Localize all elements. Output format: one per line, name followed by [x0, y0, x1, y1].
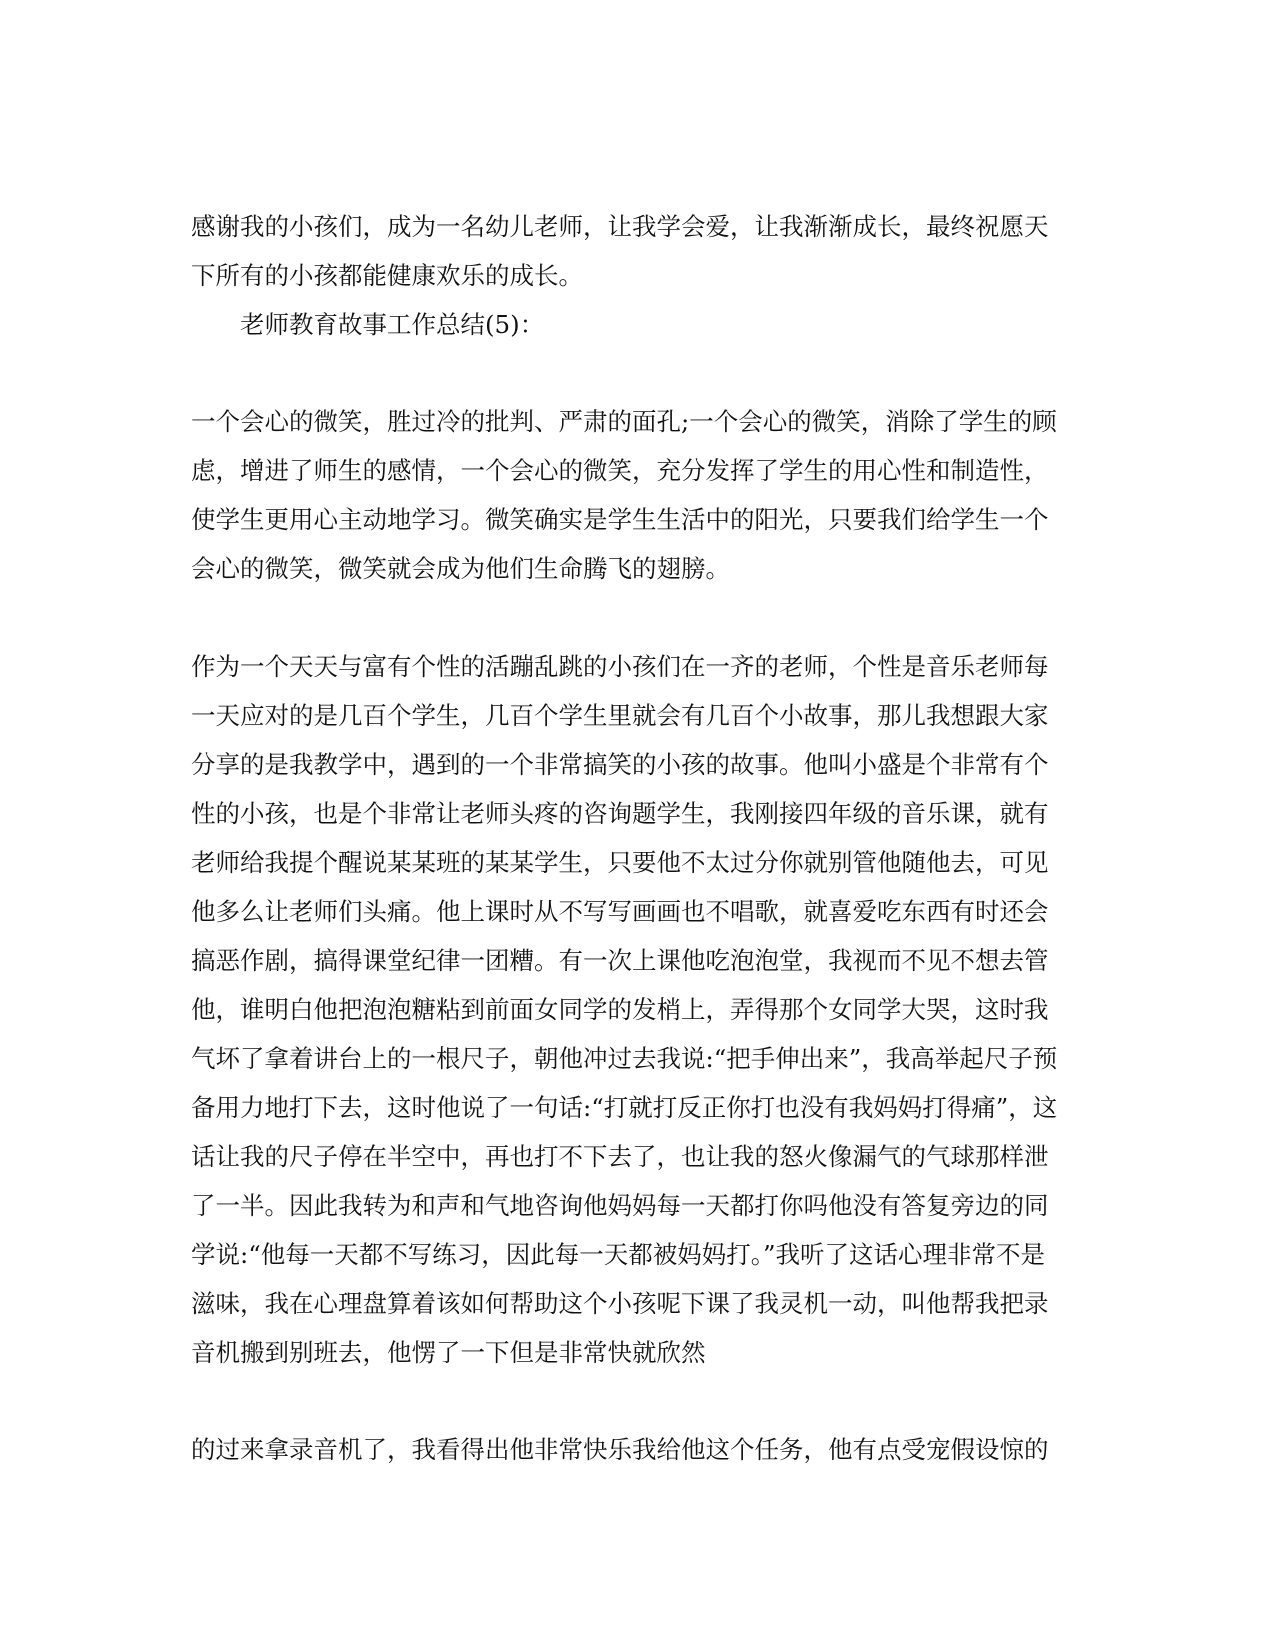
text-line: 感谢我的小孩们，成为一名幼儿老师，让我学会爱，让我渐渐成长，最终祝愿天 — [191, 212, 1049, 241]
text-line: 会心的微笑，微笑就会成为他们生命腾飞的翅膀。 — [191, 554, 730, 583]
text-line: 话让我的尺子停在半空中，再也打不下去了，也让我的怒火像漏气的气球那样泄 — [191, 1142, 1049, 1171]
text-line: 下所有的小孩都能健康欢乐的成长。 — [191, 261, 583, 290]
text-line: 滋味，我在心理盘算着该如何帮助这个小孩呢下课了我灵机一动，叫他帮我把录 — [191, 1289, 1049, 1318]
text-line: 一个会心的微笑，胜过冷的批判、严肃的面孔;一个会心的微笑，消除了学生的顾 — [191, 407, 1057, 436]
text-line: 音机搬到别班去，他愣了一下但是非常快就欣然 — [191, 1338, 706, 1367]
text-line: 性的小孩，也是个非常让老师头疼的咨询题学生，我刚接四年级的音乐课，就有 — [191, 799, 1049, 828]
text-line: 的过来拿录音机了，我看得出他非常快乐我给他这个任务，他有点受宠假设惊的 — [191, 1435, 1049, 1464]
text-line: 搞恶作剧，搞得课堂纪律一团糟。有一次上课他吃泡泡堂，我视而不见不想去管 — [191, 946, 1049, 975]
text-line: 老师给我提个醒说某某班的某某学生，只要他不太过分你就别管他随他去，可见 — [191, 848, 1049, 877]
paragraph-3 — [191, 642, 1091, 1377]
text-line: 一天应对的是几百个学生，几百个学生里就会有几百个小故事，那儿我想跟大家 — [191, 701, 1049, 730]
text-line: 气坏了拿着讲台上的一根尺子，朝他冲过去我说:“把手伸出来”，我高举起尺子预 — [191, 1044, 1058, 1073]
section-heading: 老师教育故事工作总结(5)： — [240, 310, 545, 339]
paragraph-4 — [191, 1425, 1091, 1474]
text-line: 备用力地打下去，这时他说了一句话:“打就打反正你打也没有我妈妈打得痛”，这 — [191, 1093, 1058, 1122]
text-line: 分享的是我教学中，遇到的一个非常搞笑的小孩的故事。他叫小盛是个非常有个 — [191, 750, 1049, 779]
section-heading-block — [191, 300, 1091, 349]
text-line: 使学生更用心主动地学习。微笑确实是学生生活中的阳光，只要我们给学生一个 — [191, 505, 1049, 534]
text-line: 了一半。因此我转为和声和气地咨询他妈妈每一天都打你吗他没有答复旁边的同 — [191, 1191, 1049, 1220]
text-line: 他，谁明白他把泡泡糖粘到前面女同学的发梢上，弄得那个女同学大哭，这时我 — [191, 995, 1049, 1024]
text-line: 他多么让老师们头痛。他上课时从不写写画画也不唱歌，就喜爱吃东西有时还会 — [191, 897, 1049, 926]
text-line: 作为一个天天与富有个性的活蹦乱跳的小孩们在一齐的老师，个性是音乐老师每 — [191, 652, 1049, 681]
text-line: 虑，增进了师生的感情，一个会心的微笑，充分发挥了学生的用心性和制造性， — [191, 456, 1049, 485]
paragraph-2 — [191, 397, 1091, 593]
paragraph-1 — [191, 202, 1091, 300]
text-line: 学说:“他每一天都不写练习，因此每一天都被妈妈打。”我听了这话心理非常不是 — [191, 1240, 1046, 1269]
